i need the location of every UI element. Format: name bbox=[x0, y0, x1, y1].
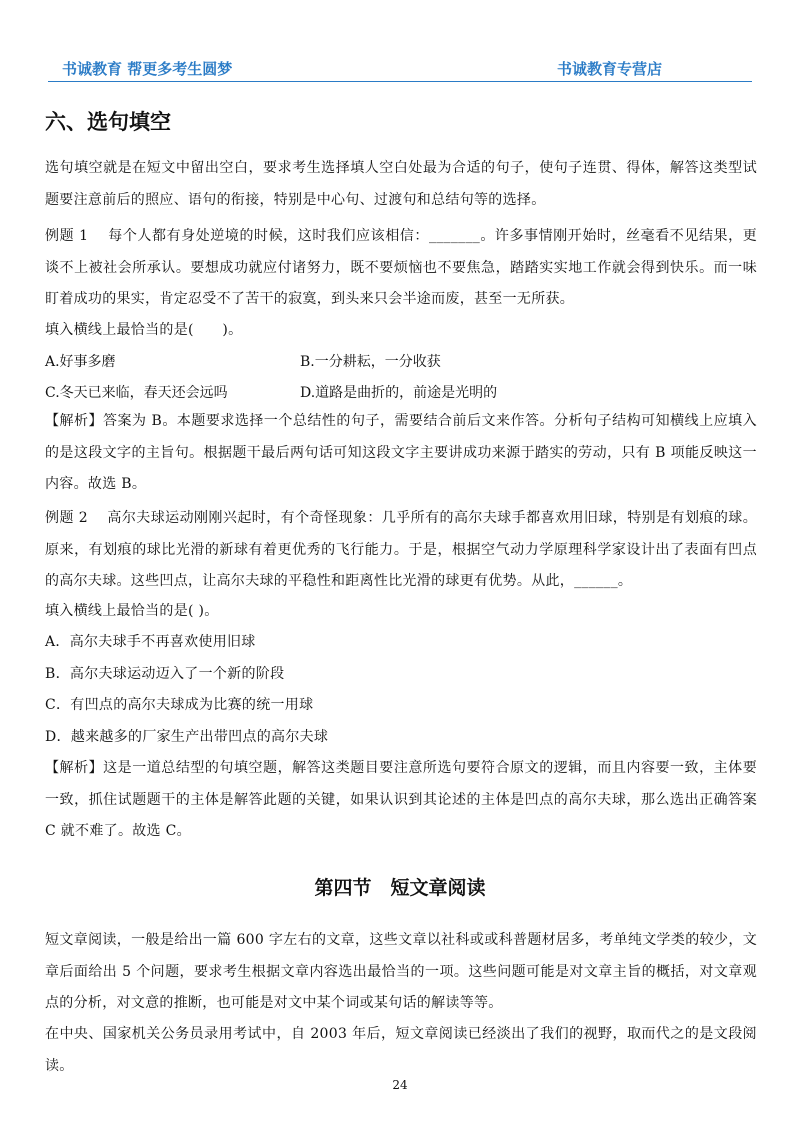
page-header bbox=[48, 58, 752, 80]
example-1-option-c: C.冬天已来临，春天还会远吗 bbox=[45, 385, 228, 401]
example-1-options-row-1 bbox=[45, 351, 441, 371]
example-1-option-d: D.道路是曲折的，前途是光明的 bbox=[300, 385, 498, 401]
example-2-option-b: B．高尔夫球运动迈入了一个新的阶段 bbox=[45, 666, 285, 682]
intro-paragraph: 选句填空就是在短文中留出空白，要求考生选择填人空白处最为合适的句子，使句子连贯、得体，解答这类型试题要注意前后的照应、语句的衔接，特别是中心句、过渡句和总结句等的选择。 bbox=[45, 160, 757, 208]
example-1-option-b: B.一分耕耘，一分收获 bbox=[300, 354, 441, 370]
reading-paragraph-1: 短文章阅读，一般是给出一篇 600 字左右的文章，这些文章以社科或或科普题材居多，考单纯文学类的较少，文章后面给出 5 个问题，要求考生根据文章内容选出最恰当的一项。这些问题可能是对文章主旨的概括，对文章观点的分析，对文意的推断，也可能是对文中某个词或某句话的解读等等。 bbox=[45, 932, 757, 1011]
example-1-option-a: A.好事多磨 bbox=[45, 354, 116, 370]
page-number: 24 bbox=[392, 1078, 408, 1092]
example-1-question: 填入横线上最恰当的是( )。 bbox=[45, 322, 243, 338]
header-slogan: 书诚教育 帮更多考生圆梦 bbox=[62, 60, 233, 78]
chapter-title: 第四节 短文章阅读 bbox=[314, 877, 486, 899]
example-2-text: 例题 2 高尔夫球运动刚刚兴起时，有个奇怪现象：几乎所有的高尔夫球手都喜欢用旧球，特别是有划痕的球。原来，有划痕的球比光滑的新球有着更优秀的飞行能力。于是，根据空气动力学原理科学家设计出了表面有凹点的高尔夫球。这些凹点，让高尔夫球的平稳性和距离性比光滑的球更有优势。从此，______。 bbox=[45, 510, 757, 589]
example-1-options-row-2 bbox=[45, 382, 497, 402]
section-title: 六、选句填空 bbox=[45, 110, 171, 134]
example-1-text: 例题 1 每个人都有身处逆境的时候，这时我们应该相信：_______。许多事情刚开始时，丝毫看不见结果，更谈不上被社会所承认。要想成功就应付诸努力，既不要烦恼也不要焦急，踏踏实实地工作就会得到快乐。而一味盯着成功的果实，肯定忍受不了苦干的寂寞，到头来只会半途而废，甚至一无所获。 bbox=[45, 228, 757, 307]
header-rule bbox=[48, 81, 752, 82]
reading-paragraph-2: 在中央、国家机关公务员录用考试中，自 2003 年后，短文章阅读已经淡出了我们的视野，取而代之的是文段阅读。 bbox=[45, 1026, 757, 1074]
example-2-analysis: 【解析】这是一道总结型的句填空题，解答这类题目要注意所选句要符合原文的逻辑，而且内容要一致，主体要一致，抓住试题题干的主体是解答此题的关键，如果认识到其论述的主体是凹点的高尔夫球，那么选出正确答案 C 就不难了。故选 C。 bbox=[45, 760, 757, 839]
example-2-option-c: C．有凹点的高尔夫球成为比赛的统一用球 bbox=[45, 697, 314, 713]
example-2-question: 填入横线上最恰当的是( )。 bbox=[45, 603, 219, 619]
example-2-option-d: D．越来越多的厂家生产出带凹点的高尔夫球 bbox=[45, 729, 329, 745]
example-1-analysis: 【解析】答案为 B。本题要求选择一个总结性的句子，需要结合前后文来作答。分析句子结构可知横线上应填入的是这段文字的主旨句。根据题干最后两句话可知这段文字主要讲成功来源于踏实的劳动，只有 B 项能反映这一内容。故选 B。 bbox=[45, 413, 757, 492]
header-store-name: 书诚教育专营店 bbox=[556, 60, 662, 78]
example-2-option-a: A．高尔夫球手不再喜欢使用旧球 bbox=[45, 634, 256, 650]
